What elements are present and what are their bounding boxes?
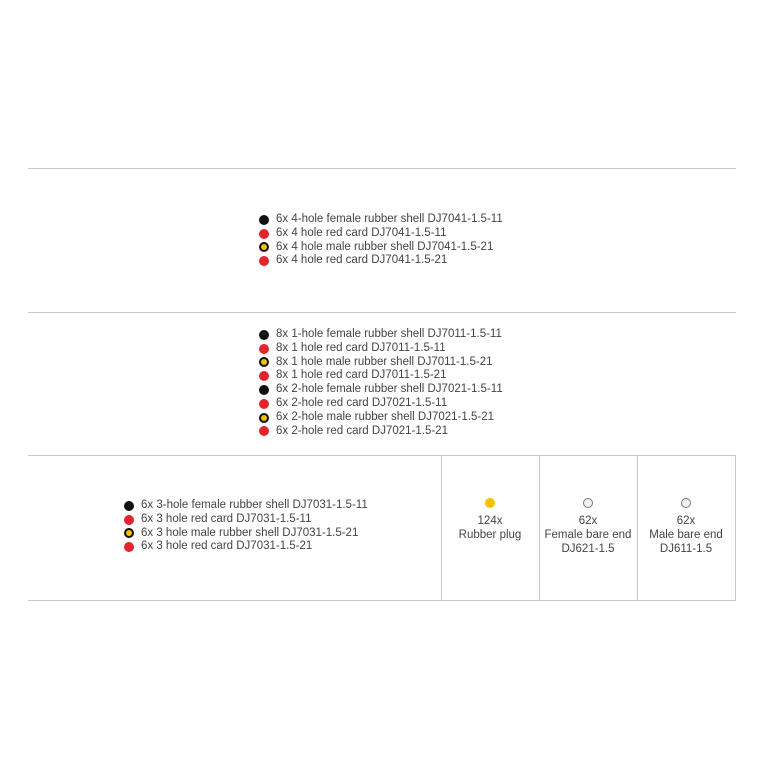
black-dot-icon: [259, 330, 269, 340]
item-text: 6x 4-hole female rubber shell DJ7041-1.5-11: [276, 213, 503, 225]
cell-label: Female bare end: [544, 529, 632, 541]
list-item: [259, 425, 503, 439]
item-text: 8x 1 hole red card DJ7011-1.5-11: [276, 341, 446, 354]
item-text: 6x 3 hole red card DJ7031-1.5-11: [141, 512, 312, 525]
item-text: 6x 3-hole female rubber shell DJ7031-1.5-11: [141, 499, 368, 511]
red-dot-icon: [259, 371, 269, 381]
parts-list-4-hole: [259, 213, 503, 268]
list-item: [124, 540, 368, 554]
yellow-dot-icon: [485, 498, 495, 508]
item-text: 6x 2-hole female rubber shell DJ7021-1.5-11: [276, 383, 503, 396]
item-text: 6x 2-hole red card DJ7021-1.5-21: [276, 424, 448, 437]
yellow-dot-icon: [259, 357, 269, 367]
item-text: 6x 4 hole red card DJ7041-1.5-21: [276, 254, 448, 267]
list-item: [259, 369, 503, 383]
item-text: 8x 1 hole red card DJ7011-1.5-21: [276, 369, 447, 382]
red-dot-icon: [259, 256, 269, 266]
black-dot-icon: [259, 215, 269, 225]
white-dot-icon: [681, 498, 691, 508]
red-dot-icon: [124, 542, 134, 552]
list-item: [124, 513, 368, 527]
yellow-dot-icon: [259, 413, 269, 423]
white-dot-icon: [583, 498, 593, 508]
column-divider: [735, 456, 736, 600]
item-text: 6x 3 hole red card DJ7031-1.5-21: [141, 540, 313, 553]
cell-quantity: 62x: [676, 515, 696, 527]
cell-label: Rubber plug: [458, 529, 522, 541]
divider-top: [28, 168, 736, 169]
item-text: 6x 3 hole male rubber shell DJ7031-1.5-21: [141, 526, 359, 539]
yellow-dot-icon: [124, 528, 134, 538]
parts-list-3-hole: [124, 499, 368, 554]
item-text: 8x 1-hole female rubber shell DJ7011-1.5-11: [276, 328, 502, 340]
item-text: 6x 2-hole male rubber shell DJ7021-1.5-21: [276, 410, 494, 423]
cell-label: Male bare end: [649, 529, 723, 541]
cell-part-number: DJ611-1.5: [659, 543, 713, 555]
black-dot-icon: [259, 385, 269, 395]
list-item: [259, 241, 503, 255]
list-item: [259, 342, 503, 356]
list-item: [124, 499, 368, 513]
female-bare-end-cell: [539, 498, 637, 556]
bottom-table: [28, 455, 736, 601]
list-item: [259, 213, 503, 227]
red-dot-icon: [124, 515, 134, 525]
yellow-dot-icon: [259, 242, 269, 252]
list-item: [259, 328, 503, 342]
red-dot-icon: [259, 399, 269, 409]
red-dot-icon: [259, 344, 269, 354]
black-dot-icon: [124, 501, 134, 511]
list-item: [259, 397, 503, 411]
list-item: [259, 411, 503, 425]
red-dot-icon: [259, 426, 269, 436]
list-item: [259, 254, 503, 268]
cell-quantity: 124x: [477, 515, 503, 527]
red-dot-icon: [259, 229, 269, 239]
item-text: 6x 4 hole red card DJ7041-1.5-11: [276, 226, 447, 239]
male-bare-end-cell: [637, 498, 735, 556]
parts-list-1-2-hole: [259, 328, 503, 438]
item-text: 6x 4 hole male rubber shell DJ7041-1.5-21: [276, 240, 494, 253]
item-text: 6x 2-hole red card DJ7021-1.5-11: [276, 396, 448, 409]
list-item: [259, 356, 503, 370]
rubber-plug-cell: [441, 498, 539, 542]
cell-part-number: DJ621-1.5: [561, 543, 615, 555]
list-item: [259, 383, 503, 397]
list-item: [124, 527, 368, 541]
cell-quantity: 62x: [578, 515, 598, 527]
divider-middle: [28, 312, 736, 313]
list-item: [259, 227, 503, 241]
item-text: 8x 1 hole male rubber shell DJ7011-1.5-21: [276, 355, 493, 368]
